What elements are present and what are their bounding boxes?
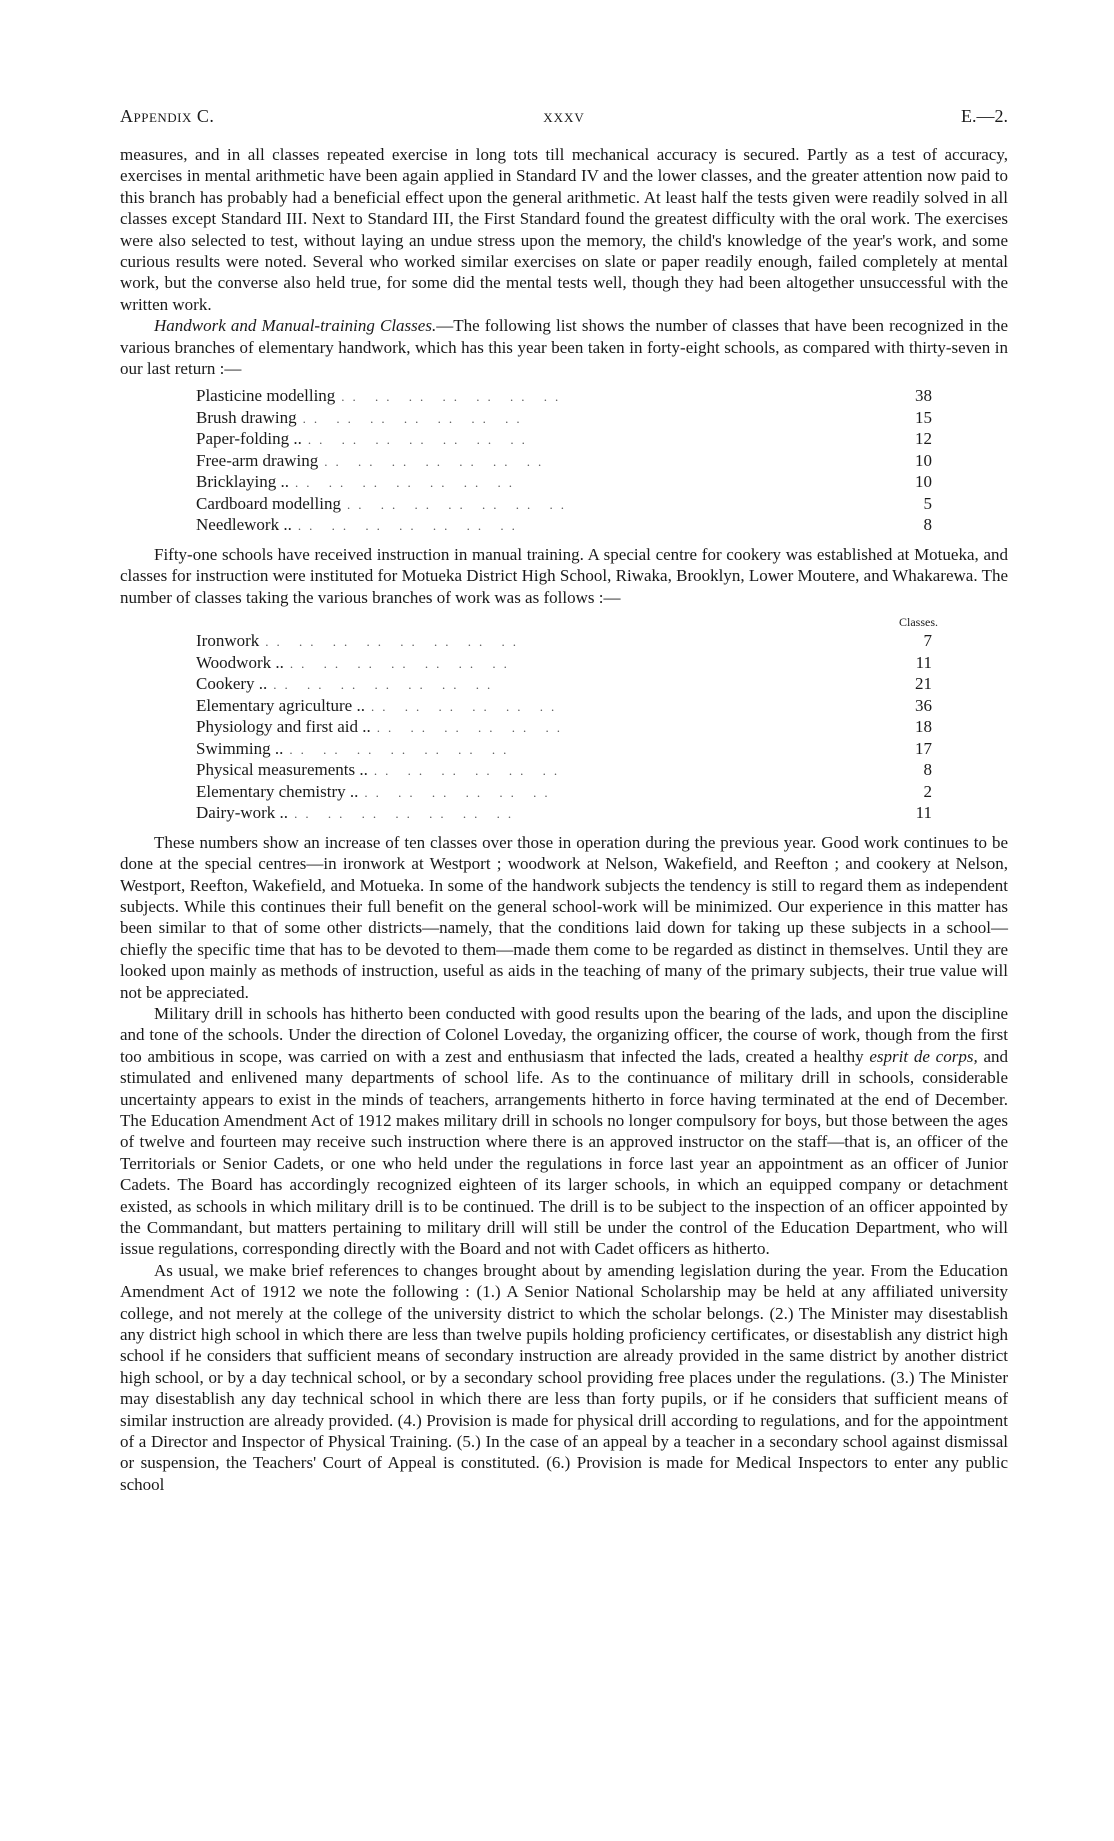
list-item: Ironwork .. .. .. .. .. .. .. .. 7 [196, 631, 932, 651]
list-item: Plasticine modelling .. .. .. .. .. .. .. 38 [196, 386, 932, 406]
list-item: Bricklaying .. .. .. .. .. .. .. .. 10 [196, 472, 932, 492]
list-item: Swimming .. .. .. .. .. .. .. .. 17 [196, 738, 932, 758]
manual-class-list [196, 614, 938, 824]
paragraph-special-centres: These numbers show an increase of ten classes over those in operation during the previous year. Good work continues to be done at the special centres—in ironwork at Westport ; woodwork at Nelson, Wakefield, and Reefton ; and cookery at Nelson, Westport, Reefton, Wakefield, and Motueka. In some of the handwork subjects the tendency is still to regard them as independent subjects. While this continues their full benefit on the general school-work will be minimized. Our experience in this matter has been similar to that of some other districts—namely, that the conditions laid down for taking up these subjects in a school—chiefly the specific time that has to be devoted to them—made them come to be regarded as distinct in themselves. Until they are looked upon mainly as methods of instruction, useful as aids in the teaching of many of the primary subjects, their true value will not be appreciated. [120, 832, 1008, 1002]
paragraph-military-drill: Military drill in schools has hitherto been conducted with good results upon the bearing of the lads, and upon the discipline and tone of the schools. Under the direction of Colonel Loveday, the organizing officer, the course of work, though from the first too ambitious in scope, was carried on with a zest and enthusiasm that infected the lads, created a healthy esprit de corps, and stimulated and enlivened many departments of school life. As to the continuance of military drill in schools, considerable uncertainty appears to exist in the minds of teachers, arrangements hitherto in force having terminated at the end of December. The Education Amendment Act of 1912 makes military drill in schools no longer compulsory for boys, but those between the ages of twelve and fourteen may receive such instruction where there is an approved instructor on the staff—that is, an officer of the Territorials or Senior Cadets, or one who held under the regulations in force last year an appointment as an officer of Junior Cadets. The Board has accordingly recognized eighteen of its larger schools, in which an equipped company or detachment existed, as schools in which military drill is to be continued. The drill is to be subject to the inspection of an officer appointed by the Commandant, but matters pertaining to military drill will still be under the control of the Education Department, who will issue regulations, corresponding directly with the Board and not with Cadet officers as hitherto. [120, 1003, 1009, 1259]
list-item: Brush drawing .. .. .. .. .. .. .. 15 [196, 407, 932, 427]
handwork-heading: Handwork and Manual-training Classes. [154, 316, 437, 336]
classes-column-header: Classes. [899, 615, 938, 630]
list-item: Physical measurements .. .. .. .. .. .. .. 8 [196, 760, 932, 780]
paragraph-arithmetic: measures, and in all classes repeated exercise in long tots till mechanical accuracy is secured. Partly as a test of accuracy, exercises in mental arithmetic have been again applied in Standard IV and the lower classes, and the greater attention now paid to this branch has probably had a beneficial effect upon the general arithmetic. At least half the tests given were readily solved in all classes except Standard III. Next to Standard III, the First Standard found the greatest difficulty with the oral work. The exercises were also selected to test, without laying an undue stress upon the memory, the child's knowledge of the year's work, and some curious results were noted. Several who worked similar exercises on slate or paper readily enough, failed completely at mental work, but the converse also held true, for some did the mental tests well, though they had been altogether unsuccessful with the written work. [120, 145, 1008, 314]
list-item: Physiology and first aid .. .. .. .. .. .. .. 18 [196, 717, 932, 737]
list-item: Dairy-work .. .. .. .. .. .. .. .. 11 [196, 803, 932, 823]
page-header [120, 106, 1008, 144]
header-report-code: E.—2. [961, 106, 1008, 126]
list-item: Cardboard modelling .. .. .. .. .. .. .. 5 [196, 493, 932, 513]
list-item: Needlework .. .. .. .. .. .. .. .. 8 [196, 515, 932, 535]
list-item: Paper-folding .. .. .. .. .. .. .. .. 12 [196, 429, 932, 449]
paragraph-legislation: As usual, we make brief references to changes brought about by amending legislation during the year. From the Education Amendment Act of 1912 we note the following : (1.) A Senior National Scholarship may be held at any affiliated university college, and not merely at the college of the university district to which the scholar belongs. (2.) The Minister may disestablish any district high school in which there are less than twelve pupils holding proficiency certificates, or disestablish any district high school if he considers that sufficient means of secondary instruction are already provided in the same district by another district high school, or by a day technical school, or by a secondary school providing free places under the regulations. (3.) The Minister may disestablish any day technical school in which there are less than forty pupils, or if he considers that sufficient means of similar instruction are already provided. (4.) Provision is made for physical drill according to regulations, and for the appointment of a Director and Inspector of Physical Training. (5.) In the case of an appeal by a teacher in a secondary school against dismissal or suspension, the Teachers' Court of Appeal is constituted. (6.) Provision is made for Medical Inspectors to enter any public school [120, 1260, 1008, 1494]
list-item: Elementary agriculture .. .. .. .. .. .. .. 36 [196, 695, 932, 715]
handwork-intro: —The following list shows the number of classes that have been recognized in the various branches of elementary handwork, which has this year been taken in forty-eight schools, as compared with thirty-seven in our last return :— [120, 316, 1008, 379]
list-item: Woodwork .. .. .. .. .. .. .. .. 11 [196, 652, 932, 672]
handwork-class-list [196, 385, 932, 536]
esprit-de-corps-phrase: esprit de corps, [869, 1046, 978, 1066]
header-appendix: Appendix C. [120, 106, 215, 126]
list-item: Elementary chemistry .. .. .. .. .. .. .. 2 [196, 781, 932, 801]
paragraph-manual-training: Fifty-one schools have received instruction in manual training. A special centre for cookery was established at Motueka, and classes for instruction were instituted for Motueka District High School, Riwaka, Brooklyn, Lower Moutere, and Whakarewa. The number of classes taking the various branches of work was as follows :— [120, 544, 1008, 607]
list-item: Cookery .. .. .. .. .. .. .. .. 21 [196, 674, 932, 694]
paragraph-handwork [120, 315, 1008, 379]
header-page-number: xxxv [543, 106, 585, 126]
list-item: Free-arm drawing .. .. .. .. .. .. .. 10 [196, 450, 932, 470]
